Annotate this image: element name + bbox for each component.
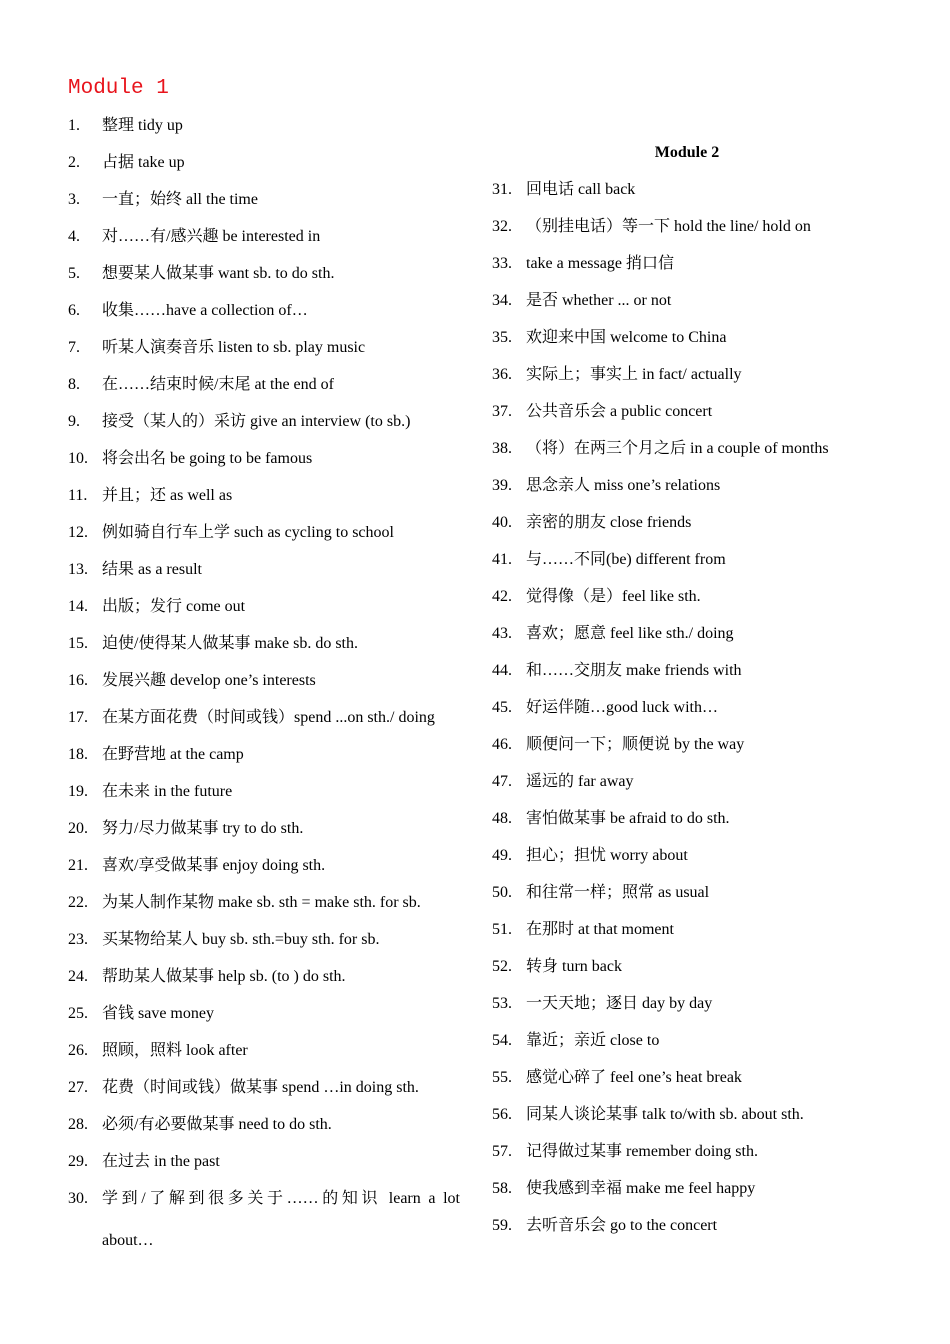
item-text: 是否 whether ... or not (526, 292, 672, 309)
item-number: 11. (68, 487, 88, 504)
list-item (492, 364, 862, 386)
item-number: 20. (68, 820, 88, 837)
list-item (492, 697, 862, 719)
item-text: （将）在两三个月之后 in a couple of months (526, 440, 829, 457)
item-text: 学到/了解到很多关于……的知识 learn a lot (102, 1190, 460, 1207)
list-item (492, 993, 862, 1015)
item-text: 花费（时间或钱）做某事 spend …in doing sth. (102, 1079, 419, 1096)
list-item (68, 1003, 460, 1025)
item-text: 思念亲人 miss one’s relations (526, 477, 721, 494)
item-text: 收集……have a collection of… (102, 302, 308, 319)
item-number: 47. (492, 773, 512, 790)
item-text: 在野营地 at the camp (102, 746, 244, 763)
module-2-column (492, 142, 862, 1252)
list-item (68, 818, 460, 840)
list-item (492, 216, 862, 238)
item-text: 同某人谈论某事 talk to/with sb. about sth. (526, 1106, 804, 1123)
list-item (492, 327, 862, 349)
list-item (492, 475, 862, 497)
item-number: 19. (68, 783, 88, 800)
item-number: 40. (492, 514, 512, 531)
item-number: 14. (68, 598, 88, 615)
item-text: 感觉心碎了 feel one’s heat break (526, 1069, 742, 1086)
list-item (68, 855, 460, 877)
item-number: 59. (492, 1217, 512, 1234)
list-item (492, 1104, 862, 1126)
item-text: 顺便问一下；顺便说 by the way (526, 736, 745, 753)
item-number: 29. (68, 1153, 88, 1170)
item-text-continuation: about… (102, 1232, 154, 1249)
item-number: 7. (68, 339, 80, 356)
item-number: 49. (492, 847, 512, 864)
list-item (492, 1141, 862, 1163)
list-item (492, 1178, 862, 1200)
item-text: 喜欢/享受做某事 enjoy doing sth. (102, 857, 326, 874)
list-item (492, 512, 862, 534)
item-number: 51. (492, 921, 512, 938)
item-text: 使我感到幸福 make me feel happy (526, 1180, 756, 1197)
item-number: 4. (68, 228, 80, 245)
item-text: 在某方面花费（时间或钱）spend ...on sth./ doing (102, 709, 435, 726)
list-item (68, 1151, 460, 1173)
list-item (68, 1188, 460, 1210)
item-number: 56. (492, 1106, 512, 1123)
item-number: 34. (492, 292, 512, 309)
list-item (492, 290, 862, 312)
item-text: 听某人演奏音乐 listen to sb. play music (102, 339, 366, 356)
item-text: 好运伴随…good luck with… (526, 699, 718, 716)
list-item (492, 179, 862, 201)
item-text: 帮助某人做某事 help sb. (to ) do sth. (102, 968, 346, 985)
item-text: 买某物给某人 buy sb. sth.=buy sth. for sb. (102, 931, 380, 948)
item-text: 为某人制作某物 make sb. sth = make sth. for sb. (102, 894, 421, 911)
list-item (68, 966, 460, 988)
list-item (68, 300, 460, 322)
item-text: 和往常一样；照常 as usual (526, 884, 710, 901)
item-number: 42. (492, 588, 512, 605)
module-1-list (68, 115, 460, 1173)
item-number: 3. (68, 191, 80, 208)
item-number: 25. (68, 1005, 88, 1022)
item-text: 出版；发行 come out (102, 598, 246, 615)
list-item (68, 744, 460, 766)
item-number: 58. (492, 1180, 512, 1197)
item-number: 16. (68, 672, 88, 689)
item-text: 欢迎来中国 welcome to China (526, 329, 727, 346)
item-number: 28. (68, 1116, 88, 1133)
item-text: 整理 tidy up (102, 117, 183, 134)
item-number: 24. (68, 968, 88, 985)
list-item (492, 882, 862, 904)
item-number: 2. (68, 154, 80, 171)
list-item (68, 1040, 460, 1062)
item-number: 5. (68, 265, 80, 282)
list-item (492, 956, 862, 978)
list-item (68, 1077, 460, 1099)
list-item (68, 411, 460, 433)
list-item (68, 522, 460, 544)
list-item (492, 253, 862, 275)
list-item (68, 374, 460, 396)
item-number: 21. (68, 857, 88, 874)
item-text: 在过去 in the past (102, 1153, 220, 1170)
item-text: 在未来 in the future (102, 783, 233, 800)
item-number: 52. (492, 958, 512, 975)
item-text: 照顾，照料 look after (102, 1042, 248, 1059)
item-number: 18. (68, 746, 88, 763)
list-item (492, 586, 862, 608)
list-item (68, 929, 460, 951)
item-number: 57. (492, 1143, 512, 1160)
list-item (68, 670, 460, 692)
module-1-heading: Module 1 (68, 77, 169, 100)
item-text: 努力/尽力做某事 try to do sth. (102, 820, 304, 837)
item-text: 并且；还 as well as (102, 487, 233, 504)
item-number: 54. (492, 1032, 512, 1049)
item-text: 靠近；亲近 close to (526, 1032, 660, 1049)
item-number: 38. (492, 440, 512, 457)
item-text: 实际上；事实上 in fact/ actually (526, 366, 742, 383)
item-number: 1. (68, 117, 80, 134)
module-2-heading: Module 2 (654, 144, 720, 161)
item-text: 一天天地；逐日 day by day (526, 995, 713, 1012)
list-item (68, 189, 460, 211)
list-item (68, 152, 460, 174)
item-number: 32. (492, 218, 512, 235)
item-text: 对……有/感兴趣 be interested in (102, 228, 321, 245)
list-item (492, 549, 862, 571)
item-text: 在……结束时候/末尾 at the end of (102, 376, 334, 393)
item-number: 27. (68, 1079, 88, 1096)
list-item (492, 919, 862, 941)
item-text: 去听音乐会 go to the concert (526, 1217, 718, 1234)
item-text: 公共音乐会 a public concert (526, 403, 713, 420)
item-text: 亲密的朋友 close friends (526, 514, 692, 531)
list-item (68, 1114, 460, 1136)
list-item (68, 115, 460, 137)
item-text: 与……不同(be) different from (526, 551, 726, 568)
list-item (492, 845, 862, 867)
item-text: 和……交朋友 make friends with (526, 662, 742, 679)
item-number: 45. (492, 699, 512, 716)
item-number: 46. (492, 736, 512, 753)
item-number: 22. (68, 894, 88, 911)
item-number: 30. (68, 1190, 88, 1207)
item-number: 41. (492, 551, 512, 568)
list-item (68, 485, 460, 507)
item-text: take a message 捎口信 (526, 255, 674, 272)
module-2-list (492, 179, 862, 1237)
item-number: 55. (492, 1069, 512, 1086)
list-item (492, 438, 862, 460)
item-text: （别挂电话）等一下 hold the line/ hold on (526, 218, 811, 235)
item-number: 8. (68, 376, 80, 393)
list-item (492, 771, 862, 793)
item-text: 例如骑自行车上学 such as cycling to school (102, 524, 394, 541)
item-number: 23. (68, 931, 88, 948)
item-number: 36. (492, 366, 512, 383)
item-text: 一直；始终 all the time (102, 191, 258, 208)
item-text: 想要某人做某事 want sb. to do sth. (102, 265, 335, 282)
item-number: 10. (68, 450, 88, 467)
item-number: 50. (492, 884, 512, 901)
list-item (68, 892, 460, 914)
list-item (68, 337, 460, 359)
item-text: 害怕做某事 be afraid to do sth. (526, 810, 730, 827)
item-text: 占据 take up (102, 154, 185, 171)
item-text: 遥远的 far away (526, 773, 634, 790)
item-text: 觉得像（是）feel like sth. (526, 588, 701, 605)
list-item (68, 559, 460, 581)
item-text: 迫使/使得某人做某事 make sb. do sth. (102, 635, 358, 652)
item-number: 44. (492, 662, 512, 679)
item-number: 31. (492, 181, 512, 198)
item-text: 回电话 call back (526, 181, 636, 198)
item-number: 37. (492, 403, 512, 420)
item-text: 结果 as a result (102, 561, 202, 578)
list-item (492, 623, 862, 645)
item-number: 43. (492, 625, 512, 642)
item-text: 记得做过某事 remember doing sth. (526, 1143, 758, 1160)
list-item (492, 660, 862, 682)
item-text: 必须/有必要做某事 need to do sth. (102, 1116, 332, 1133)
item-number: 6. (68, 302, 80, 319)
list-item (68, 448, 460, 470)
item-number: 9. (68, 413, 80, 430)
item-number: 48. (492, 810, 512, 827)
item-number: 26. (68, 1042, 88, 1059)
item-text: 发展兴趣 develop one’s interests (102, 672, 316, 689)
list-item (68, 263, 460, 285)
list-item (68, 633, 460, 655)
item-text: 在那时 at that moment (526, 921, 674, 938)
item-number: 53. (492, 995, 512, 1012)
module-1-column (68, 78, 460, 1252)
item-number: 12. (68, 524, 88, 541)
item-number: 39. (492, 477, 512, 494)
list-item (68, 707, 460, 729)
list-item (492, 401, 862, 423)
item-text: 转身 turn back (526, 958, 622, 975)
list-item (492, 1030, 862, 1052)
item-number: 33. (492, 255, 512, 272)
item-text: 接受（某人的）采访 give an interview (to sb.) (102, 413, 411, 430)
item-number: 15. (68, 635, 88, 652)
item-text: 担心；担忧 worry about (526, 847, 688, 864)
item-number: 35. (492, 329, 512, 346)
list-item (492, 1215, 862, 1237)
list-item (68, 781, 460, 803)
item-text: 省钱 save money (102, 1005, 214, 1022)
item-number: 17. (68, 709, 88, 726)
item-number: 13. (68, 561, 88, 578)
list-item (492, 1067, 862, 1089)
list-item (492, 734, 862, 756)
item-text: 将会出名 be going to be famous (102, 450, 313, 467)
list-item (68, 596, 460, 618)
list-item (492, 808, 862, 830)
item-text: 喜欢；愿意 feel like sth./ doing (526, 625, 734, 642)
list-item (68, 226, 460, 248)
